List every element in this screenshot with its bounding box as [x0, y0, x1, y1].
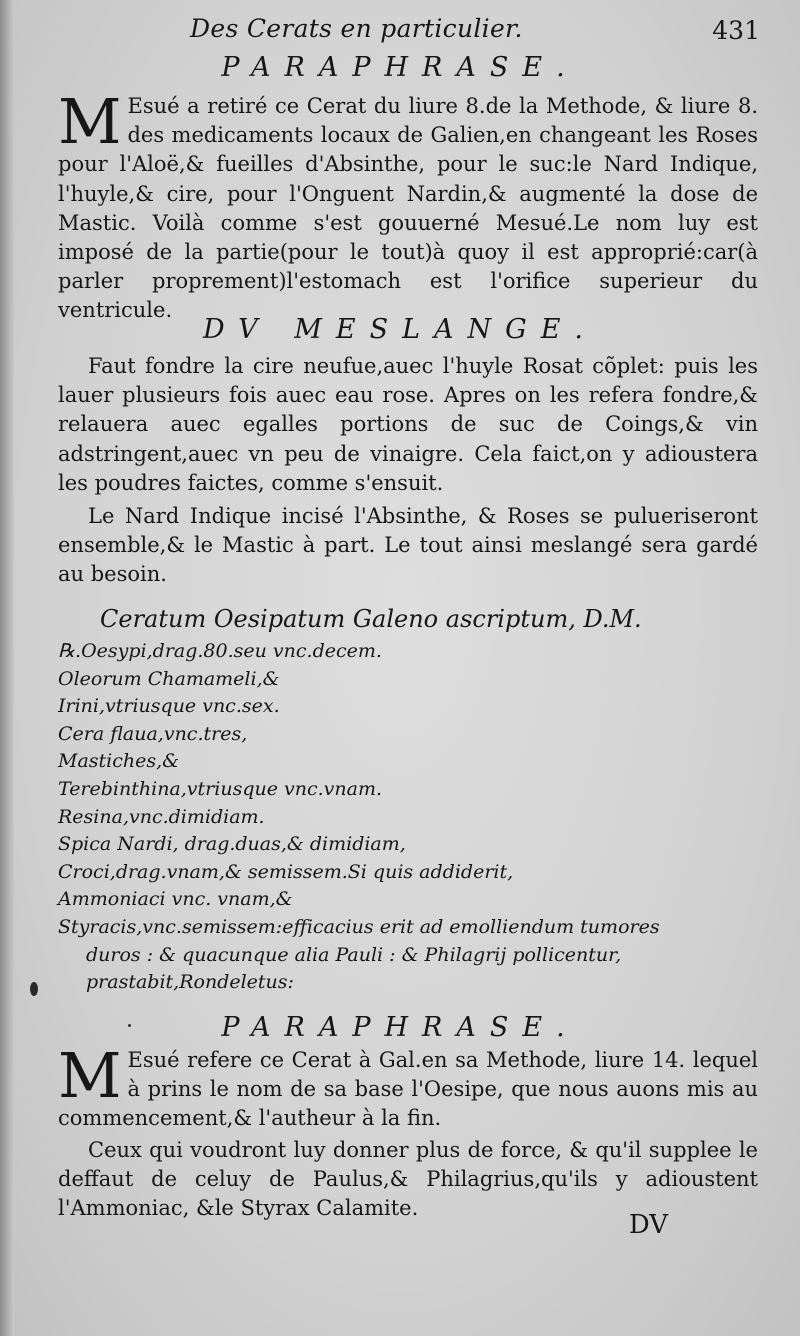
- recipe-line: Terebinthina,vtriusque vnc.vnam.: [58, 777, 383, 800]
- paragraph-paraphrase-2b: Ceux qui voudront luy donner plus de force, & qu'il supplee le deffaut de celuy de Paulus,& Philagrius,qu'ils y adioustent l'Ammoniac, &le Styrax Calamite.: [58, 1137, 758, 1221]
- drop-cap: M: [58, 1039, 122, 1112]
- running-head: Des Cerats en particulier.: [190, 14, 523, 43]
- recipe-line: duros : & quacunque alia Pauli : & Philagrij pollicentur,: [86, 943, 622, 966]
- paragraph-text: Esué a retiré ce Cerat du liure 8.de la Methode, & liure 8. des medicaments locaux de Galien,en changeant les Roses pour l'Aloë,& fueilles d'Absinthe, pour le suc:le Nard Indique, l'huyle,& cire, pour l'Onguent Nardin,& augmenté la dose de Mastic. Voilà comme s'est gouuerné Mesué.Le nom luy est imposé de la partie(pour le tout)à quoy il est approprié:car(à parler proprement)l'estomach est l'orifice superieur du ventricule.: [58, 94, 758, 323]
- recipe-line: Mastiches,&: [58, 750, 180, 773]
- ink-blot: [30, 982, 38, 996]
- section-heading-paraphrase-1: PARAPHRASE.: [221, 52, 579, 83]
- paragraph-paraphrase-1: [58, 85, 758, 326]
- recipe-line: Croci,drag.vnam,& semissem.Si quis addiderit,: [58, 860, 514, 883]
- paragraph-paraphrase-2: [58, 1039, 758, 1134]
- recipe-line: Spica Nardi, drag.duas,& dimidiam,: [58, 833, 406, 856]
- recipe-line: Irini,vtriusque vnc.sex.: [58, 695, 280, 718]
- page-number: 431: [712, 16, 760, 45]
- recipe-line: ℞.Oesypi,drag.80.seu vnc.decem.: [58, 640, 382, 662]
- recipe-line: Oleorum Chamameli,&: [58, 667, 280, 690]
- section-paraphrase-2: [58, 1039, 758, 1223]
- recipe-line: Resina,vnc.dimidiam.: [58, 805, 265, 828]
- recipe-list: [58, 638, 778, 997]
- drop-cap: M: [58, 85, 122, 158]
- recipe-line: prastabit,Rondeletus:: [86, 971, 294, 994]
- recipe-line: Ammoniaci vnc. vnam,&: [58, 888, 293, 911]
- paragraph-meslange-2: Le Nard Indique incisé l'Absinthe, & Roses se pulueriseront ensemble,& le Mastic à part. Le tout ainsi meslangé sera gardé au besoin.: [58, 504, 758, 587]
- recipe-line: Cera flaua,vnc.tres,: [58, 722, 248, 745]
- recipe-line: Styracis,vnc.semissem:efficacius erit ad emolliendum tumores: [58, 915, 660, 938]
- section-heading-paraphrase-2: PARAPHRASE.: [221, 1012, 579, 1043]
- paragraph-meslange-1: Faut fondre la cire neufue,auec l'huyle Rosat cõplet: puis les lauer plusieurs fois auec eau rose. Apres on les refera fondre,& relauera auec egalles portions de suc de Coings,& vin adstringent,auec vn peu de vinaigre. Cela faict,on y adioustera les poudres faictes, comme s'ensuit.: [58, 354, 758, 495]
- section-meslange: [58, 352, 758, 590]
- page-edge-shadow: [0, 0, 14, 1336]
- catchword: DV: [628, 1210, 668, 1240]
- section-heading-meslange: DV MESLANGE.: [202, 314, 598, 345]
- section-paraphrase-1: [58, 85, 758, 326]
- recipe-title: Ceratum Oesipatum Galeno ascriptum, D.M.: [100, 605, 642, 633]
- paragraph-text: Esué refere ce Cerat à Gal.en sa Methode, liure 14. lequel à prins le nom de sa base l'Oesipe, que nous auons mis au commencement,& l'autheur à la fin.: [58, 1048, 758, 1131]
